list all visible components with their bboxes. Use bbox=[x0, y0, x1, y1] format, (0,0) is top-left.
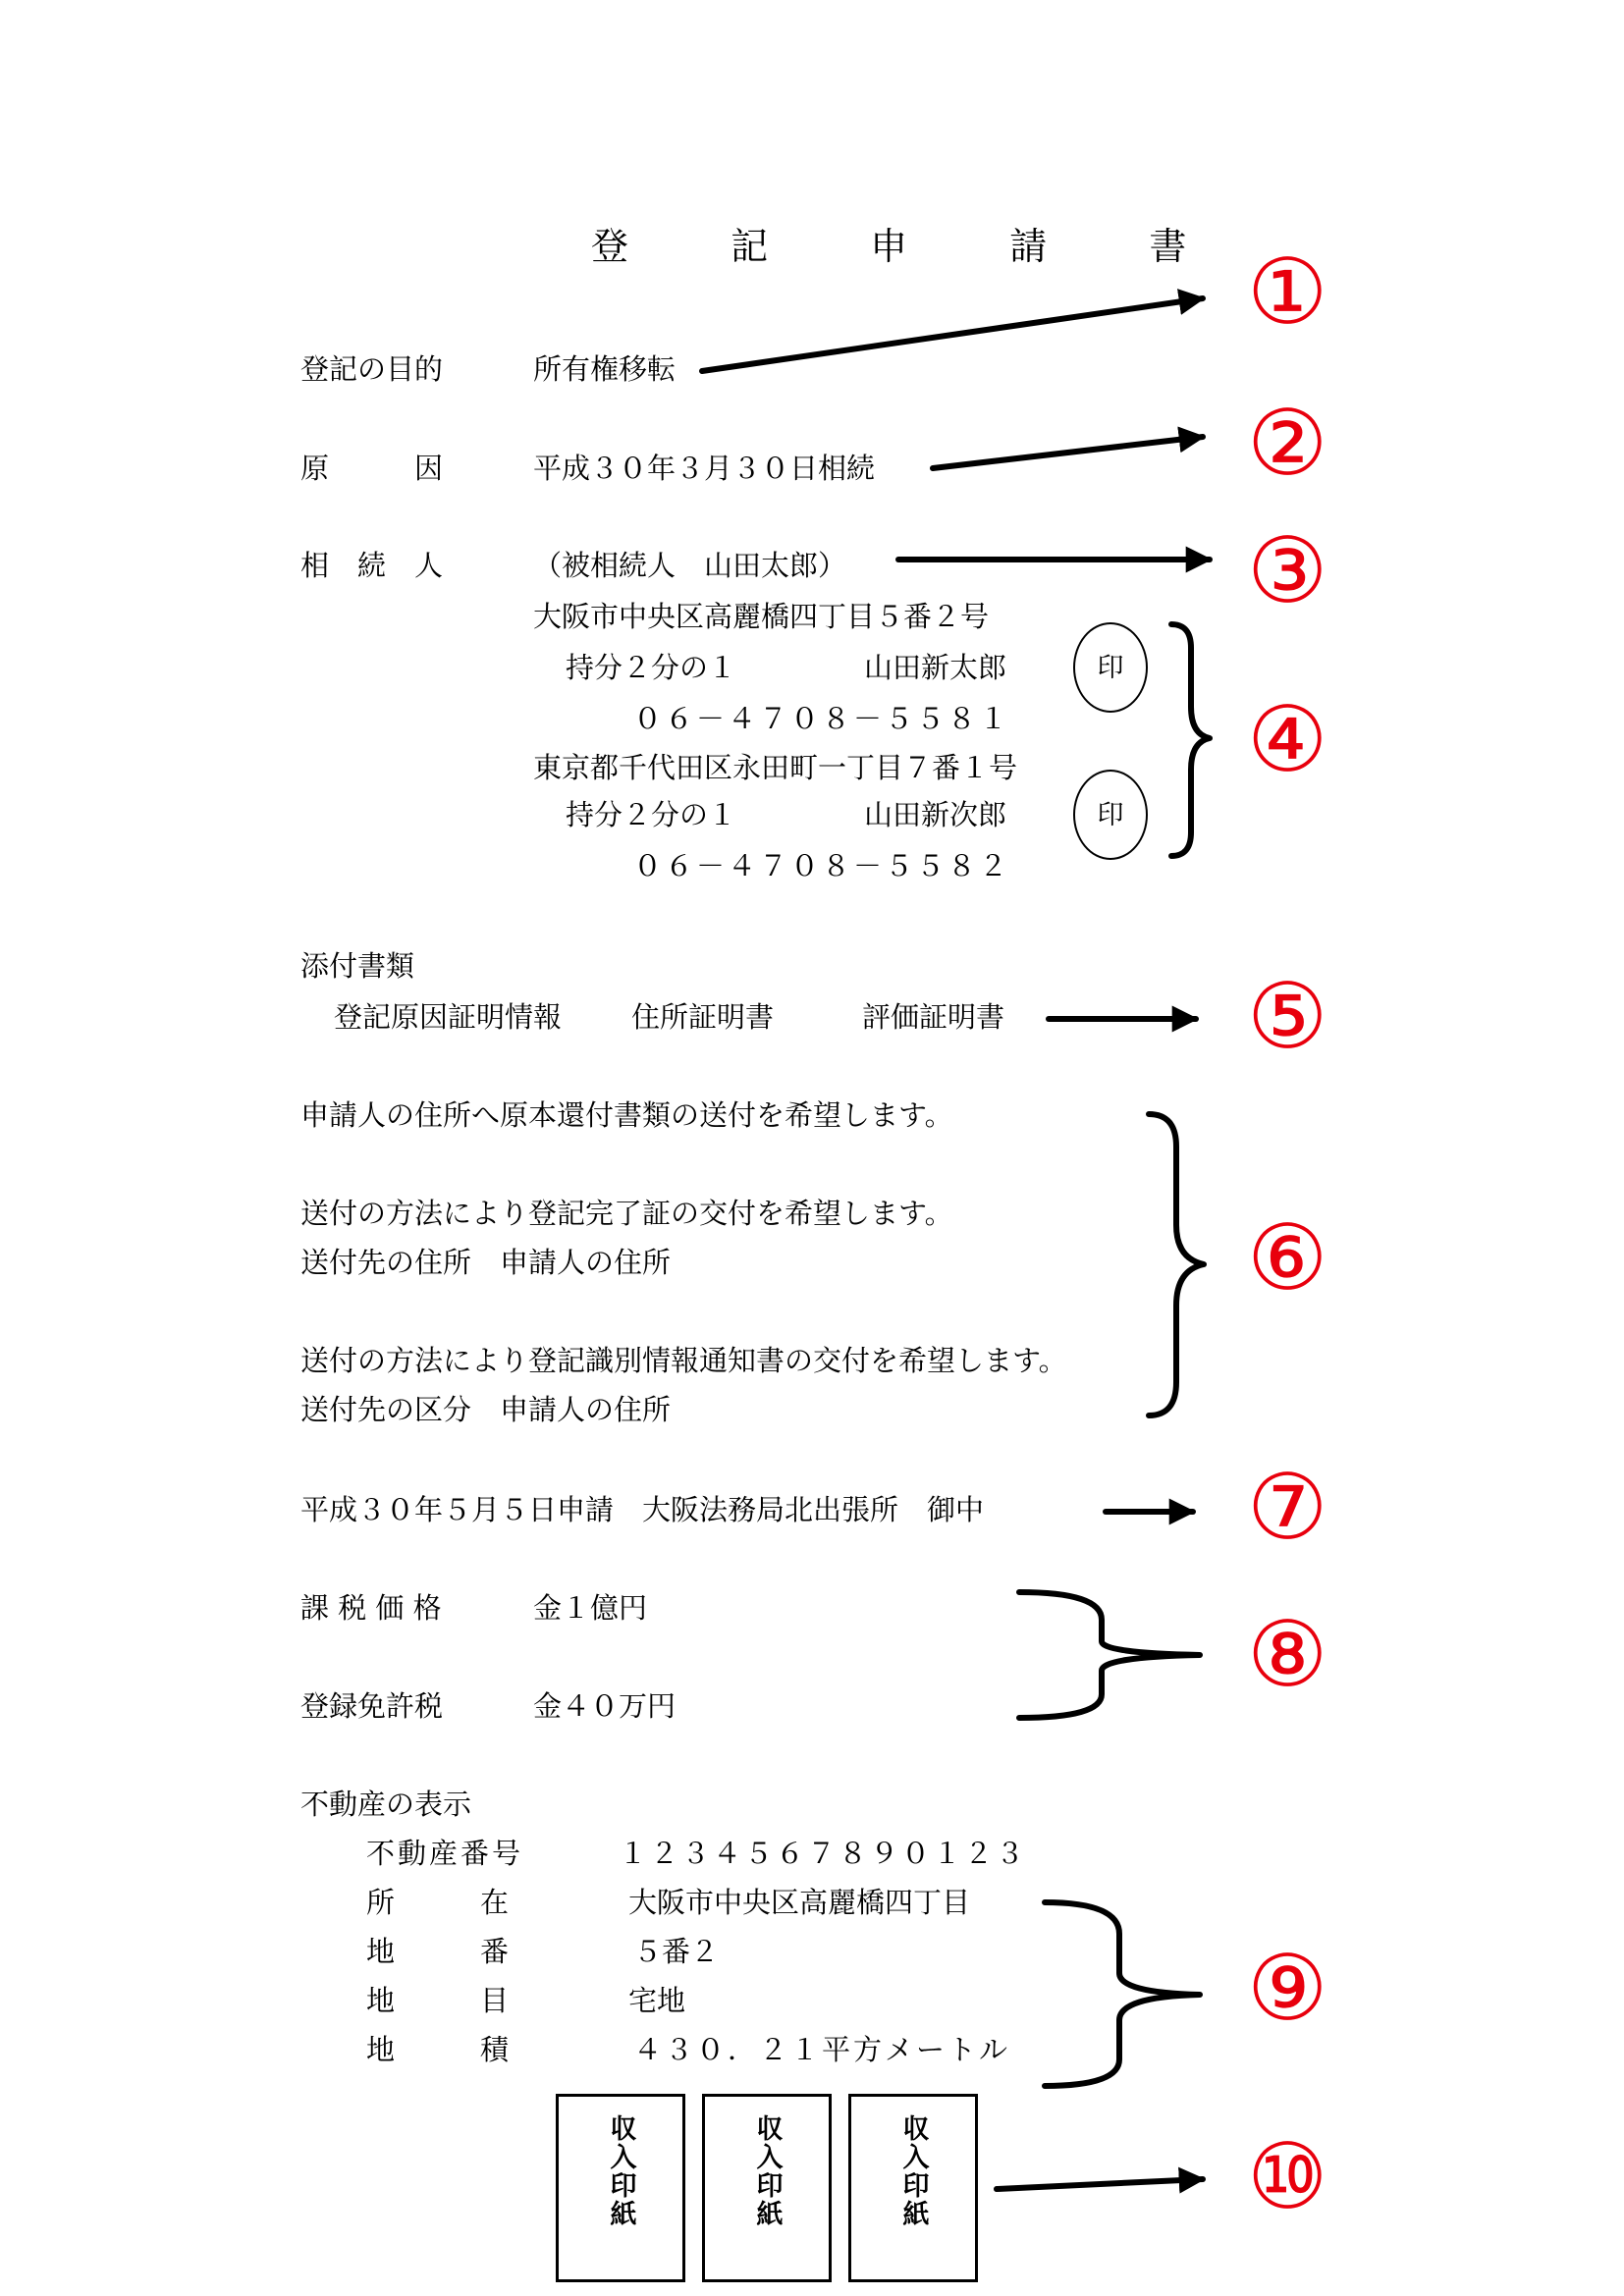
property-lot-label: 地 番 bbox=[366, 1935, 510, 1968]
marker-1: ① bbox=[1247, 240, 1328, 345]
revenue-stamp-text: 収入印紙 bbox=[605, 2114, 636, 2228]
attachment-item: 登記原因証明情報 bbox=[334, 1000, 563, 1034]
marker-5: ⑤ bbox=[1247, 964, 1328, 1069]
request-return-originals: 申請人の住所へ原本還付書類の送付を希望します。 bbox=[300, 1098, 953, 1132]
property-location-label: 所 在 bbox=[366, 1886, 510, 1919]
marker-10: ⑩ bbox=[1247, 2124, 1328, 2229]
revenue-stamp-text: 収入印紙 bbox=[897, 2114, 929, 2228]
attachment-item: 住所証明書 bbox=[631, 1000, 775, 1034]
purpose-value: 所有権移転 bbox=[533, 352, 677, 386]
arrow-2 bbox=[933, 437, 1203, 468]
brace-6 bbox=[1149, 1114, 1204, 1415]
brace-8 bbox=[1019, 1592, 1200, 1718]
document-title: 登 記 申 請 書 bbox=[591, 225, 1232, 268]
marker-7: ⑦ bbox=[1247, 1455, 1328, 1560]
arrow-10 bbox=[997, 2179, 1203, 2189]
brace-4 bbox=[1171, 624, 1210, 856]
property-area-label: 地 積 bbox=[366, 2033, 510, 2066]
applicant-2-seal: 印 bbox=[1073, 770, 1148, 860]
property-area-value: ４３０．２１平方メートル bbox=[633, 2033, 1011, 2066]
assessed-value-label: 課 税 価 格 bbox=[300, 1591, 442, 1625]
cause-label: 原 因 bbox=[300, 452, 444, 485]
arrow-1 bbox=[702, 298, 1203, 371]
applicant-1-share: 持分２分の１ bbox=[566, 651, 737, 684]
attachments-label: 添付書類 bbox=[300, 949, 415, 983]
revenue-stamp-box bbox=[702, 2094, 832, 2282]
property-category-label: 地 目 bbox=[366, 1984, 510, 2017]
assessed-value: 金１億円 bbox=[533, 1591, 648, 1625]
license-tax-label: 登録免許税 bbox=[300, 1689, 444, 1723]
marker-4: ④ bbox=[1247, 687, 1328, 792]
request-notice: 送付の方法により登記識別情報通知書の交付を希望します。 bbox=[300, 1344, 1067, 1377]
property-location-value: 大阪市中央区高麗橋四丁目 bbox=[628, 1886, 971, 1919]
property-number-label: 不動産番号 bbox=[366, 1837, 524, 1870]
attachment-item: 評価証明書 bbox=[862, 1000, 1005, 1034]
request-certificate-destination: 送付先の住所 申請人の住所 bbox=[300, 1246, 672, 1279]
request-notice-destination: 送付先の区分 申請人の住所 bbox=[300, 1393, 672, 1426]
marker-2: ② bbox=[1247, 391, 1328, 496]
decedent-line: （被相続人 山田太郎） bbox=[533, 549, 847, 582]
marker-6: ⑥ bbox=[1247, 1205, 1328, 1310]
purpose-label: 登記の目的 bbox=[300, 352, 444, 386]
marker-8: ⑧ bbox=[1247, 1602, 1328, 1707]
brace-9 bbox=[1045, 1902, 1200, 2086]
applicant-2-share: 持分２分の１ bbox=[566, 798, 737, 831]
applicant-1-name: 山田新太郎 bbox=[864, 651, 1007, 684]
marker-3: ③ bbox=[1247, 518, 1328, 623]
applicant-1-address: 大阪市中央区高麗橋四丁目５番２号 bbox=[533, 600, 990, 633]
applicant-2-name: 山田新次郎 bbox=[864, 798, 1007, 831]
revenue-stamp-box bbox=[556, 2094, 685, 2282]
applicant-1-seal: 印 bbox=[1073, 622, 1148, 713]
request-certificate: 送付の方法により登記完了証の交付を希望します。 bbox=[300, 1197, 953, 1230]
property-number-value: １２３４５６７８９０１２３ bbox=[619, 1837, 1028, 1870]
applicant-label: 相 続 人 bbox=[300, 549, 444, 582]
revenue-stamp-text: 収入印紙 bbox=[751, 2114, 783, 2228]
revenue-stamp-box bbox=[848, 2094, 978, 2282]
applicant-2-phone: ０６－４７０８－５５８２ bbox=[633, 849, 1011, 882]
property-category-value: 宅地 bbox=[628, 1984, 686, 2017]
property-lot-value: ５番２ bbox=[633, 1935, 720, 1968]
property-label: 不動産の表示 bbox=[300, 1788, 472, 1821]
applicant-2-address: 東京都千代田区永田町一丁目７番１号 bbox=[533, 751, 1018, 784]
applicant-1-phone: ０６－４７０８－５５８１ bbox=[633, 702, 1011, 735]
marker-9: ⑨ bbox=[1247, 1936, 1328, 2041]
filing-line: 平成３０年５月５日申請 大阪法務局北出張所 御中 bbox=[300, 1493, 985, 1526]
license-tax-value: 金４０万円 bbox=[533, 1689, 677, 1723]
cause-value: 平成３０年３月３０日相続 bbox=[533, 452, 876, 485]
